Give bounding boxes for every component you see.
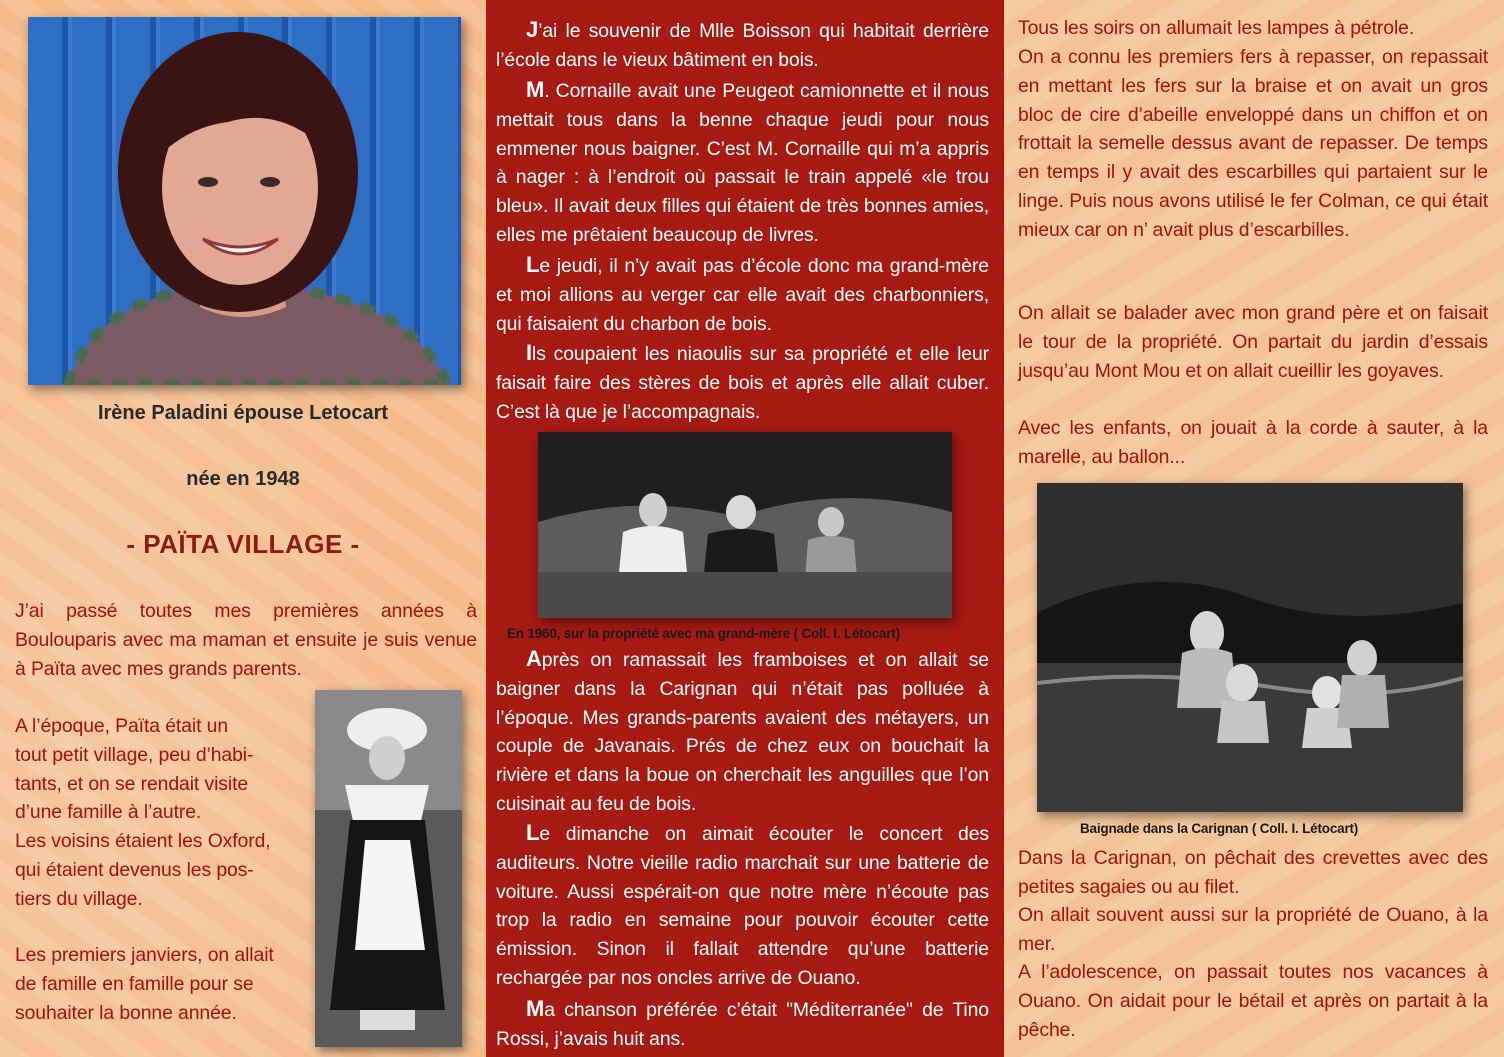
paragraph-text: e jeudi, il n’y avait pas d’école donc ma grand-mère et moi allions au verger car elle avait des charbonniers, qui faisaient du charbon de bois. bbox=[496, 255, 989, 335]
drop-letter: I bbox=[526, 340, 533, 365]
birth-year: née en 1948 bbox=[186, 468, 300, 490]
drop-letter: J bbox=[526, 17, 539, 42]
village-title: - PAÏTA VILLAGE - bbox=[126, 529, 360, 559]
text-line: tiers du village. bbox=[15, 887, 143, 910]
portrait-photo bbox=[28, 17, 461, 385]
text-line: A l’époque, Païta était un bbox=[15, 715, 229, 737]
middle-paragraph-5 bbox=[496, 645, 989, 819]
right-paragraph-3: On allait se balader avec mon grand père et on faisait le tour de la propriété. On partait du jardin d’essais jusqu’au Mont Mou et on allait cueillir les goyaves. bbox=[1018, 302, 1488, 382]
middle-paragraph-4 bbox=[496, 339, 989, 426]
drop-letter: A bbox=[526, 646, 542, 671]
child-costume-photo bbox=[315, 690, 462, 1047]
text-line: qui étaient devenus les pos- bbox=[15, 858, 254, 881]
middle-paragraph-3 bbox=[496, 251, 989, 338]
paragraph-text: près on ramassait les framboises et on allait se baigner dans la Carignan qui n’était pas polluée à l’époque. Mes grands-parents avaient des métayers, un couple de Javanais. Prés de chez eux on bouchait la rivière et dans la boue on cherchait les anguilles que l’on cuisinait au feu de bois. bbox=[496, 649, 989, 815]
right-column bbox=[1004, 0, 1504, 1057]
text-line: Les premiers janviers, on allait bbox=[15, 944, 274, 966]
text-line: tants, et on se rendait visite bbox=[15, 772, 249, 795]
left-paragraph-1: J’ai passé toutes mes premières années à Boulouparis avec ma maman et ensuite je suis venue à Païta avec mes grands parents. bbox=[15, 600, 477, 680]
paragraph-text: . Cornaille avait une Peugeot camionnette et il nous mettait tous dans la benne chaque jeudi pour nous emmener nous baigner. C’est M. Cornaille qui m’a appris à nager : à l’endroit où passait le train appelé «le trou bleu». Il avait deux filles qui étaient de très bonnes amies, elles me prêtaient beaucoup de livres. bbox=[496, 80, 989, 246]
drop-letter: M bbox=[526, 996, 545, 1021]
person-name: Irène Paladini épouse Letocart bbox=[97, 402, 389, 424]
photo-caption-baignade: Baignade dans la Carignan ( Coll. I. Létocart) bbox=[1080, 821, 1359, 836]
photo-caption-1960: En 1960, sur la propriété avec ma grand-mère ( Coll. I. Létocart) bbox=[507, 626, 900, 641]
right-paragraph-2: On a connu les premiers fers à repasser, on repassait en mettant les fers sur la braise et on avait un gros bloc de cire d’abeille enveloppé dans un chiffon et on frottait la semelle dessus avant de repasser. De temps en temps il y avait des escarbilles qui partaient sur le linge. Puis nous avons utilisé le fer Colman, ce qui était mieux car on n’ avait plus d’escarbilles. bbox=[1018, 46, 1488, 241]
drop-letter: L bbox=[526, 820, 540, 845]
left-paragraph-3 bbox=[15, 941, 305, 1027]
text-line: tout petit village, peu d’habi- bbox=[15, 743, 254, 766]
right-paragraph-7: A l’adolescence, on passait toutes nos vacances à Ouano. On aidait pour le bétail et après on partait à la pêche. bbox=[1018, 961, 1488, 1041]
left-paragraph-3-text bbox=[15, 941, 305, 1027]
right-paragraph-4: Avec les enfants, on jouait à la corde à sauter, à la marelle, au ballon... bbox=[1018, 417, 1488, 468]
paragraph-text: a chanson préférée c’était "Méditerranée" de Tino Rossi, j’avais huit ans. bbox=[496, 999, 989, 1050]
middle-paragraph-2 bbox=[496, 76, 989, 250]
grandmother-photo bbox=[538, 432, 952, 618]
bathing-photo bbox=[1037, 483, 1463, 812]
text-line: d’une famille à l’autre. bbox=[15, 801, 202, 824]
paragraph-text: ’ai le souvenir de Mlle Boisson qui habitait derrière l’école dans le vieux bâtiment en bois. bbox=[496, 20, 989, 71]
left-paragraph-2-text bbox=[15, 712, 305, 914]
right-paragraph-1: Tous les soirs on allumait les lampes à pétrole. bbox=[1018, 17, 1415, 39]
middle-paragraph-1 bbox=[496, 16, 989, 75]
text-line: souhaiter la bonne année. bbox=[15, 1001, 237, 1024]
text-line: Les voisins étaient les Oxford, bbox=[15, 830, 271, 853]
text-line: de famille en famille pour se bbox=[15, 972, 254, 995]
drop-letter: M bbox=[526, 77, 545, 102]
paragraph-text: e dimanche on aimait écouter le concert des auditeurs. Notre vieille radio marchait sur une batterie de voiture. Aussi espérait-on que notre mère n’écoute pas trop la radio en semaine pour pouvoir écouter cette émission. Sinon il fallait attendre qu’une batterie rechargée par nos oncles arrive de Ouano. bbox=[496, 823, 989, 989]
left-column bbox=[0, 0, 486, 1057]
paragraph-text: ls coupaient les niaoulis sur sa propriété et elle leur faisait faire des stères de bois et après elle allait cuber. C’est là que je l’accompagnais. bbox=[496, 343, 989, 423]
drop-letter: L bbox=[526, 252, 540, 277]
middle-column bbox=[486, 0, 1004, 1057]
left-paragraph-2 bbox=[15, 712, 305, 914]
right-paragraph-6: On allait souvent aussi sur la propriété de Ouano, à la mer. bbox=[1018, 904, 1488, 955]
right-paragraph-5: Dans la Carignan, on pêchait des crevettes avec des petites sagaies ou au filet. bbox=[1018, 847, 1488, 898]
middle-paragraph-6 bbox=[496, 819, 989, 993]
middle-paragraph-7 bbox=[496, 995, 989, 1054]
